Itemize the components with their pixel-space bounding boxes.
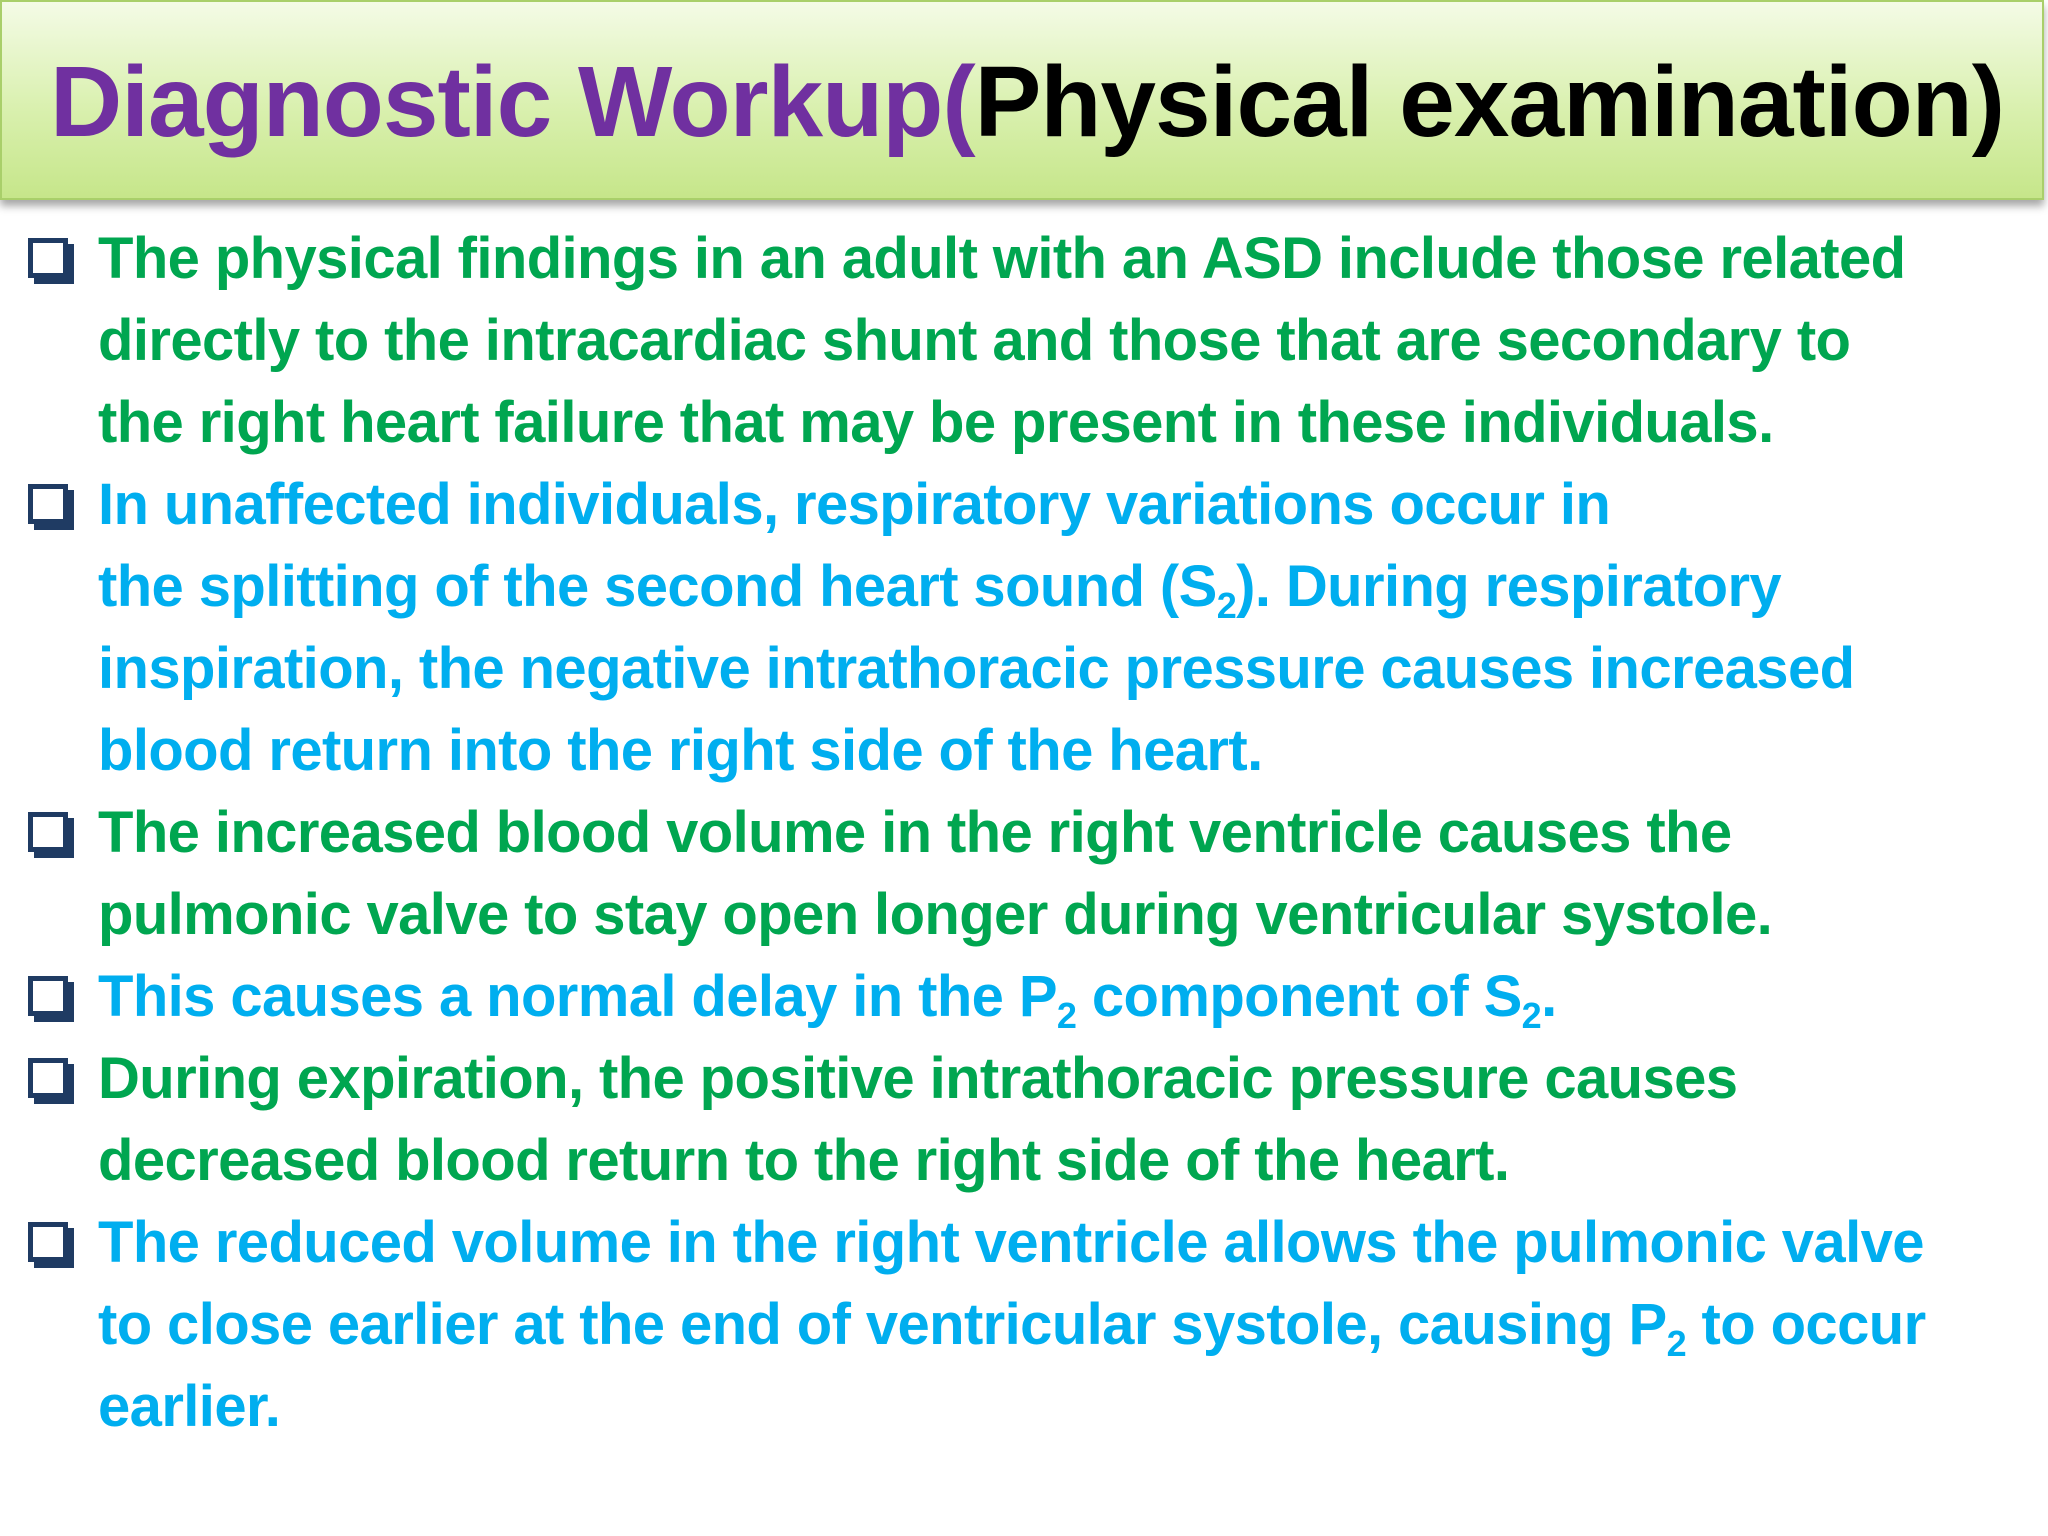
checkbox-bullet-icon [28, 1222, 68, 1262]
bullet-line: The reduced volume in the right ventricle allows the pulmonic valve [98, 1210, 1924, 1275]
checkbox-bullet-icon [28, 238, 68, 278]
bullet-line: The physical findings in an adult with an ASD include those related [98, 226, 1906, 291]
bullet-line: inspiration, the negative intrathoracic pressure causes increased [98, 636, 1855, 701]
checkbox-bullet-icon [28, 812, 68, 852]
bullet-line [98, 1284, 2028, 1366]
bullet-line: blood return into the right side of the heart. [98, 718, 1263, 783]
text-run: ). During respiratory [1236, 554, 1782, 619]
bullet-line: During expiration, the positive intrathoracic pressure causes [98, 1046, 1738, 1111]
bullet-item [0, 218, 2048, 464]
subscript: 2 [1216, 585, 1237, 626]
checkbox-bullet-icon [28, 484, 68, 524]
bullet-line: decreased blood return to the right side of the heart. [98, 1128, 1510, 1193]
bullet-line: the right heart failure that may be present in these individuals. [98, 390, 1774, 455]
title-bar [0, 0, 2044, 200]
bullet-line: In unaffected individuals, respiratory variations occur in [98, 472, 1611, 537]
text-run: . [1541, 964, 1557, 1029]
subscript: 2 [1666, 1323, 1687, 1364]
subscript: 2 [1056, 995, 1077, 1036]
bullet-line [98, 546, 2028, 628]
bullet-line: earlier. [98, 1374, 281, 1439]
bullet-item [0, 792, 2048, 956]
text-run: component of S [1076, 964, 1522, 1029]
text-run: to close earlier at the end of ventricular systole, causing P [98, 1292, 1667, 1357]
text-run: This causes a normal delay in the P [98, 964, 1057, 1029]
bullet-item [0, 464, 2048, 792]
page-title [50, 42, 2004, 162]
bullet-item [0, 956, 2048, 1038]
title-main: Diagnostic Workup( [50, 46, 975, 158]
checkbox-bullet-icon [28, 976, 68, 1016]
title-sub: Physical examination) [974, 46, 2005, 158]
bullet-line: The increased blood volume in the right ventricle causes the [98, 800, 1732, 865]
bullet-list [0, 218, 2048, 1448]
text-run: the splitting of the second heart sound (S [98, 554, 1217, 619]
text-run: to occur [1686, 1292, 1926, 1357]
bullet-item [0, 1038, 2048, 1202]
bullet-line: pulmonic valve to stay open longer during ventricular systole. [98, 882, 1773, 947]
bullet-line: directly to the intracardiac shunt and those that are secondary to [98, 308, 1851, 373]
bullet-line [98, 956, 2028, 1038]
bullet-item [0, 1202, 2048, 1448]
checkbox-bullet-icon [28, 1058, 68, 1098]
subscript: 2 [1521, 995, 1542, 1036]
